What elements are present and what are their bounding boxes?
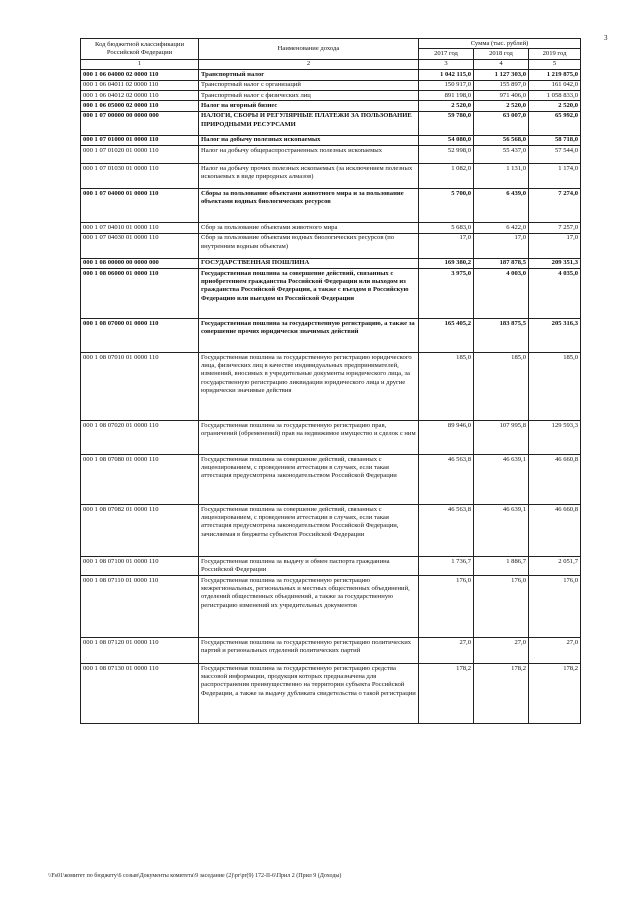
amount-2019: 4 035,0 xyxy=(529,269,581,319)
amount-2019: 1 219 875,0 xyxy=(529,70,581,80)
amount-2018: 185,0 xyxy=(474,353,529,421)
amount-2017: 3 975,0 xyxy=(419,269,474,319)
amount-2018: 1 127 303,0 xyxy=(474,70,529,80)
column-index: 3 xyxy=(419,59,474,69)
table-row xyxy=(81,189,581,223)
classification-code: 000 1 07 01030 01 0000 110 xyxy=(81,164,199,189)
classification-code: 000 1 08 07130 01 0000 110 xyxy=(81,664,199,724)
revenue-name: Транспортный налог с физических лиц xyxy=(199,91,419,101)
revenue-name: Налог на игорный бизнес xyxy=(199,101,419,111)
classification-code: 000 1 06 04011 02 0000 110 xyxy=(81,80,199,90)
revenue-name: ГОСУДАРСТВЕННАЯ ПОШЛИНА xyxy=(199,258,419,268)
amount-2017: 1 042 115,0 xyxy=(419,70,474,80)
amount-2017: 150 917,0 xyxy=(419,80,474,90)
table-row xyxy=(81,101,581,111)
amount-2019: 205 316,3 xyxy=(529,319,581,353)
revenue-name: НАЛОГИ, СБОРЫ И РЕГУЛЯРНЫЕ ПЛАТЕЖИ ЗА ПОЛЬЗОВАНИЕ ПРИРОДНЫМИ РЕСУРСАМИ xyxy=(199,111,419,135)
revenue-name: Государственная пошлина за государственную регистрацию средства массовой информации, продукция которых предназначена для распространения преимущественно на территории субъекта Российской Федерации, а также за выдачу дубликата свидетельства о такой регистрации xyxy=(199,664,419,724)
column-index: 2 xyxy=(199,59,419,69)
column-index-row xyxy=(81,59,581,69)
amount-2018: 107 995,8 xyxy=(474,421,529,455)
amount-2018: 27,0 xyxy=(474,638,529,664)
amount-2018: 4 003,0 xyxy=(474,269,529,319)
table-row xyxy=(81,70,581,80)
revenue-name: Государственная пошлина за совершение действий, связанных с приобретением гражданства Российской Федерации или выходом из гражданства Российской Федерации, а также с въездом в Российскую Федерацию или выездом из Российской Федерации xyxy=(199,269,419,319)
amount-2017: 46 563,8 xyxy=(419,455,474,505)
amount-2017: 1 082,0 xyxy=(419,164,474,189)
amount-2018: 55 437,0 xyxy=(474,146,529,164)
classification-code: 000 1 06 04012 02 0000 110 xyxy=(81,91,199,101)
table-row xyxy=(81,258,581,268)
revenue-name: Государственная пошлина за выдачу и обмен паспорта гражданина Российской Федерации xyxy=(199,557,419,576)
amount-2018: 6 439,0 xyxy=(474,189,529,223)
amount-2018: 176,0 xyxy=(474,576,529,638)
amount-2019: 7 274,0 xyxy=(529,189,581,223)
revenue-name: Государственная пошлина за государственную регистрацию юридического лица, физических лиц в качестве индивидуальных предпринимателей, изменений, вносимых в учредительные документы юридического лица, за государственную регистрацию ликвидации юридического лица и другие юридически значимые действия xyxy=(199,353,419,421)
classification-code: 000 1 07 04030 01 0000 110 xyxy=(81,233,199,258)
year-header-2018: 2018 год xyxy=(474,49,529,59)
amount-2017: 17,0 xyxy=(419,233,474,258)
table-row xyxy=(81,146,581,164)
table-row xyxy=(81,269,581,319)
column-index: 1 xyxy=(81,59,199,69)
revenue-name: Налог на добычу прочих полезных ископаемых (за исключением полезных ископаемых в виде природных алмазов) xyxy=(199,164,419,189)
table-row xyxy=(81,455,581,505)
year-header-2019: 2019 год xyxy=(529,49,581,59)
amount-2019: 65 992,0 xyxy=(529,111,581,135)
amount-2019: 1 174,0 xyxy=(529,164,581,189)
amount-2018: 17,0 xyxy=(474,233,529,258)
revenue-name: Государственная пошлина за государственную регистрацию межрегиональных, региональных и местных общественных объединений, отделений общественных объединений, а также за государственную регистрацию изменений их учредительных документов xyxy=(199,576,419,638)
classification-code: 000 1 08 06000 01 0000 110 xyxy=(81,269,199,319)
year-header-2017: 2017 год xyxy=(419,49,474,59)
amount-2018: 6 422,0 xyxy=(474,223,529,233)
amount-2019: 178,2 xyxy=(529,664,581,724)
amount-2019: 7 257,0 xyxy=(529,223,581,233)
amount-2017: 59 780,0 xyxy=(419,111,474,135)
classification-code: 000 1 08 07020 01 0000 110 xyxy=(81,421,199,455)
table-row xyxy=(81,505,581,557)
amount-2019: 27,0 xyxy=(529,638,581,664)
amount-2019: 57 544,0 xyxy=(529,146,581,164)
amount-2018: 46 639,1 xyxy=(474,505,529,557)
classification-code: 000 1 08 07082 01 0000 110 xyxy=(81,505,199,557)
amount-2019: 17,0 xyxy=(529,233,581,258)
classification-code: 000 1 07 01020 01 0000 110 xyxy=(81,146,199,164)
amount-2017: 178,2 xyxy=(419,664,474,724)
revenue-name: Государственная пошлина за совершение действий, связанных с лицензированием, с проведением аттестации в случаях, если такая аттестация предусмотрена законодательством Российской Федерации xyxy=(199,455,419,505)
amount-2018: 56 568,0 xyxy=(474,135,529,145)
classification-code: 000 1 07 00000 00 0000 000 xyxy=(81,111,199,135)
amount-2019: 58 718,0 xyxy=(529,135,581,145)
amount-2017: 5 700,0 xyxy=(419,189,474,223)
amount-2017: 52 998,0 xyxy=(419,146,474,164)
amount-2017: 27,0 xyxy=(419,638,474,664)
revenue-name: Сборы за пользование объектами животного мира и за пользование объектами водных биологических ресурсов xyxy=(199,189,419,223)
name-column-header: Наименование дохода xyxy=(199,39,419,60)
amount-2017: 891 198,0 xyxy=(419,91,474,101)
amount-2019: 46 660,8 xyxy=(529,505,581,557)
revenue-name: Государственная пошлина за государственную регистрацию прав, ограничений (обременений) прав на недвижимое имущество и сделок с ним xyxy=(199,421,419,455)
classification-code: 000 1 07 04000 01 0000 110 xyxy=(81,189,199,223)
table-row xyxy=(81,353,581,421)
amount-2019: 1 058 833,0 xyxy=(529,91,581,101)
classification-code: 000 1 08 07110 01 0000 110 xyxy=(81,576,199,638)
amount-2017: 185,0 xyxy=(419,353,474,421)
column-index: 5 xyxy=(529,59,581,69)
table-row xyxy=(81,233,581,258)
sum-column-header: Сумма (тыс. рублей) xyxy=(419,39,581,49)
amount-2018: 187 878,5 xyxy=(474,258,529,268)
revenue-name: Сбор за пользование объектами животного мира xyxy=(199,223,419,233)
amount-2017: 89 946,0 xyxy=(419,421,474,455)
amount-2019: 46 660,8 xyxy=(529,455,581,505)
amount-2019: 129 593,3 xyxy=(529,421,581,455)
budget-revenue-table xyxy=(80,38,581,724)
amount-2019: 2 051,7 xyxy=(529,557,581,576)
amount-2018: 971 406,0 xyxy=(474,91,529,101)
amount-2017: 169 380,2 xyxy=(419,258,474,268)
page-marker: 3 xyxy=(604,34,608,42)
classification-code: 000 1 07 04010 01 0000 110 xyxy=(81,223,199,233)
table-row xyxy=(81,576,581,638)
amount-2017: 5 683,0 xyxy=(419,223,474,233)
table-row xyxy=(81,319,581,353)
table-row xyxy=(81,135,581,145)
amount-2017: 1 736,7 xyxy=(419,557,474,576)
amount-2018: 178,2 xyxy=(474,664,529,724)
classification-code: 000 1 08 07080 01 0000 110 xyxy=(81,455,199,505)
amount-2017: 2 520,0 xyxy=(419,101,474,111)
revenue-name: Государственная пошлина за государственную регистрацию, а также за совершение прочих юридически значимых действий xyxy=(199,319,419,353)
table-row xyxy=(81,223,581,233)
table-row xyxy=(81,421,581,455)
table-row xyxy=(81,557,581,576)
table-row xyxy=(81,91,581,101)
amount-2017: 54 080,0 xyxy=(419,135,474,145)
classification-code: 000 1 08 07120 01 0000 110 xyxy=(81,638,199,664)
amount-2017: 176,0 xyxy=(419,576,474,638)
classification-code: 000 1 06 05000 02 0000 110 xyxy=(81,101,199,111)
amount-2018: 1 131,0 xyxy=(474,164,529,189)
classification-code: 000 1 08 07010 01 0000 110 xyxy=(81,353,199,421)
table-row xyxy=(81,111,581,135)
table-row xyxy=(81,80,581,90)
amount-2019: 185,0 xyxy=(529,353,581,421)
amount-2018: 2 520,0 xyxy=(474,101,529,111)
amount-2019: 2 520,0 xyxy=(529,101,581,111)
amount-2017: 46 563,8 xyxy=(419,505,474,557)
classification-code: 000 1 06 04000 02 0000 110 xyxy=(81,70,199,80)
amount-2018: 63 007,0 xyxy=(474,111,529,135)
code-column-header: Код бюджетной классификации Российской Федерации xyxy=(81,39,199,60)
table-row xyxy=(81,638,581,664)
revenue-name: Налог на добычу полезных ископаемых xyxy=(199,135,419,145)
revenue-name: Транспортный налог xyxy=(199,70,419,80)
classification-code: 000 1 07 01000 01 0000 110 xyxy=(81,135,199,145)
amount-2019: 209 351,3 xyxy=(529,258,581,268)
revenue-name: Государственная пошлина за совершение действий, связанных с лицензированием, с проведением аттестации в случаях, если такая аттестация предусмотрена законодательством Российской Федерации, зачисляемая в бюджеты субъектов Российской Федерации xyxy=(199,505,419,557)
classification-code: 000 1 08 00000 00 0000 000 xyxy=(81,258,199,268)
revenue-name: Сбор за пользование объектами водных биологических ресурсов (по внутренним водным объектам) xyxy=(199,233,419,258)
classification-code: 000 1 08 07000 01 0000 110 xyxy=(81,319,199,353)
amount-2019: 176,0 xyxy=(529,576,581,638)
table-row xyxy=(81,164,581,189)
revenue-name: Государственная пошлина за государственную регистрацию политических партий и региональных отделений политических партий xyxy=(199,638,419,664)
revenue-name: Транспортный налог с организаций xyxy=(199,80,419,90)
amount-2017: 165 405,2 xyxy=(419,319,474,353)
amount-2018: 1 886,7 xyxy=(474,557,529,576)
amount-2019: 161 042,0 xyxy=(529,80,581,90)
footer-file-path: \\Fs01\комитет по бюджету\6 созыв\Документы комитета\9 заседание (2)\pr\pr(9) 172-II-6\Прил 2 (Прил 9 (Доходы) xyxy=(48,873,342,879)
table-row xyxy=(81,664,581,724)
amount-2018: 46 639,1 xyxy=(474,455,529,505)
classification-code: 000 1 08 07100 01 0000 110 xyxy=(81,557,199,576)
amount-2018: 183 875,5 xyxy=(474,319,529,353)
column-index: 4 xyxy=(474,59,529,69)
amount-2018: 155 897,0 xyxy=(474,80,529,90)
revenue-name: Налог на добычу общераспространенных полезных ископаемых xyxy=(199,146,419,164)
